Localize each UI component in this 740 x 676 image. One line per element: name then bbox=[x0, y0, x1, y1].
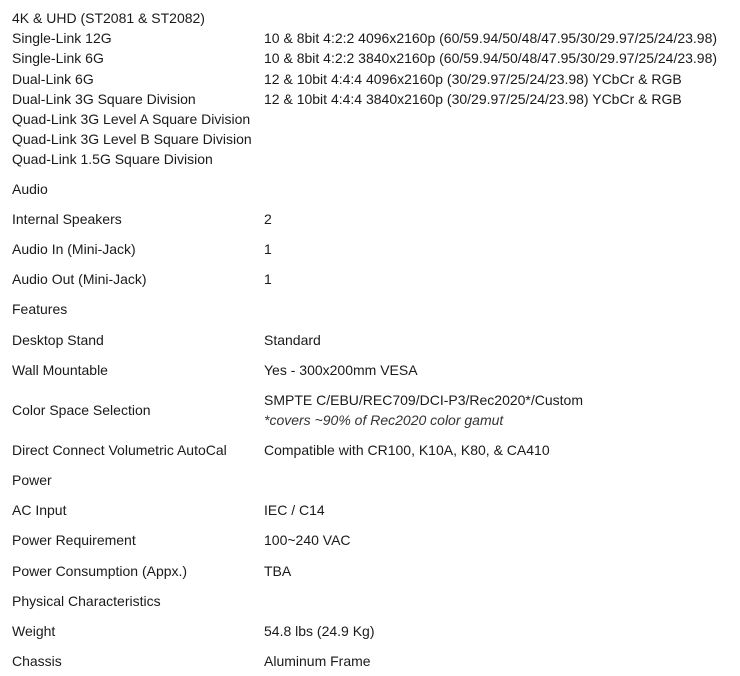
spec-row-audio-in bbox=[0, 234, 740, 264]
spec-label: Color Space Selection bbox=[12, 401, 151, 418]
spec-label: Wall Mountable bbox=[12, 361, 108, 378]
section-title: Audio bbox=[12, 180, 48, 197]
spec-value: Aluminum Frame bbox=[264, 653, 371, 670]
spec-value-group bbox=[264, 390, 740, 430]
spec-row-desktop-stand bbox=[0, 324, 740, 354]
footnote: *covers ~90% of Rec2020 color gamut bbox=[264, 411, 504, 428]
format-row bbox=[0, 69, 740, 89]
spec-row-weight bbox=[0, 616, 740, 646]
spec-label: Internal Speakers bbox=[12, 210, 122, 227]
spec-row-audio-out bbox=[0, 264, 740, 294]
format-value: 12 & 10bit 4:4:4 4096x2160p (30/29.97/25/24/23.98) YCbCr & RGB bbox=[264, 70, 682, 87]
spec-label: Direct Connect Volumetric AutoCal bbox=[12, 441, 227, 458]
section-heading-audio bbox=[0, 174, 740, 204]
spec-label: Power Requirement bbox=[12, 532, 136, 549]
spec-row-power-requirement bbox=[0, 525, 740, 555]
spec-label: Desktop Stand bbox=[12, 331, 104, 348]
spec-row-ac-input bbox=[0, 495, 740, 525]
spec-value: SMPTE C/EBU/REC709/DCI-P3/Rec2020*/Custom bbox=[264, 391, 583, 408]
format-row bbox=[0, 48, 740, 68]
format-label: Quad-Link 3G Level B Square Division bbox=[12, 131, 252, 148]
format-row bbox=[0, 149, 740, 169]
format-label: Quad-Link 1.5G Square Division bbox=[12, 151, 213, 168]
format-row bbox=[0, 89, 740, 109]
spec-value: Yes - 300x200mm VESA bbox=[264, 361, 418, 378]
format-value: 12 & 10bit 4:4:4 3840x2160p (30/29.97/25/24/23.98) YCbCr & RGB bbox=[264, 90, 682, 107]
spec-value: Standard bbox=[264, 331, 321, 348]
spec-label: AC Input bbox=[12, 502, 67, 519]
format-row bbox=[0, 109, 740, 129]
format-row bbox=[0, 129, 740, 149]
format-label: Dual-Link 3G Square Division bbox=[12, 90, 196, 107]
spec-label: Audio Out (Mini-Jack) bbox=[12, 271, 147, 288]
section-title: Features bbox=[12, 301, 68, 318]
format-value bbox=[264, 149, 740, 169]
format-value: 10 & 8bit 4:2:2 3840x2160p (60/59.94/50/48/47.95/30/29.97/25/24/23.98) bbox=[264, 50, 718, 67]
section-title: Power bbox=[12, 472, 52, 489]
spec-row-chassis bbox=[0, 646, 740, 676]
spec-value: 1 bbox=[264, 271, 272, 288]
format-value: 10 & 8bit 4:2:2 4096x2160p (60/59.94/50/48/47.95/30/29.97/25/24/23.98) bbox=[264, 30, 718, 47]
spec-label: Audio In (Mini-Jack) bbox=[12, 240, 136, 257]
spec-label: Power Consumption (Appx.) bbox=[12, 562, 188, 579]
spec-row-color-space bbox=[0, 385, 740, 435]
spec-row-power-consumption bbox=[0, 556, 740, 586]
section-heading-power bbox=[0, 465, 740, 495]
spec-value: 54.8 lbs (24.9 Kg) bbox=[264, 623, 375, 640]
section-heading-features bbox=[0, 294, 740, 324]
spec-value: 2 bbox=[264, 210, 272, 227]
spec-row-wall-mountable bbox=[0, 355, 740, 385]
section-title: Physical Characteristics bbox=[12, 592, 161, 609]
format-label: Quad-Link 3G Level A Square Division bbox=[12, 110, 251, 127]
format-value bbox=[264, 129, 740, 149]
spec-label: Weight bbox=[12, 623, 56, 640]
formats-heading-row bbox=[0, 8, 740, 28]
spec-value: Compatible with CR100, K10A, K80, & CA410 bbox=[264, 441, 550, 458]
spec-row-autocal bbox=[0, 435, 740, 465]
format-label: Single-Link 6G bbox=[12, 50, 104, 67]
format-value bbox=[264, 109, 740, 129]
section-heading-physical bbox=[0, 586, 740, 616]
video-formats-block bbox=[0, 0, 740, 170]
spec-row-internal-speakers bbox=[0, 204, 740, 234]
format-label: Single-Link 12G bbox=[12, 30, 112, 47]
spec-value: TBA bbox=[264, 562, 292, 579]
spec-label: Chassis bbox=[12, 653, 62, 670]
spec-value: 1 bbox=[264, 240, 272, 257]
formats-heading: 4K & UHD (ST2081 & ST2082) bbox=[12, 10, 205, 26]
format-row bbox=[0, 28, 740, 48]
spec-value: 100~240 VAC bbox=[264, 532, 351, 549]
spec-value: IEC / C14 bbox=[264, 502, 325, 519]
format-label: Dual-Link 6G bbox=[12, 70, 94, 87]
